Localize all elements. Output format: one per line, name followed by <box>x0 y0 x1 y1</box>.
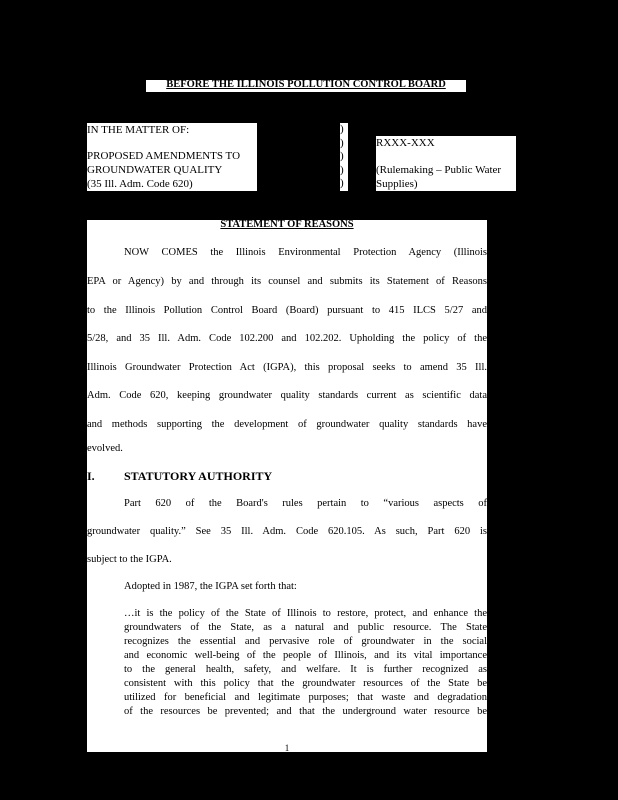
quote-line: and economic well-being of the people of Illinois, and its vital importance <box>124 650 487 661</box>
quote-line: …it is the policy of the State of Illinois to restore, protect, and enhance the <box>124 608 487 619</box>
caption-line: (35 Ill. Adm. Code 620) <box>87 178 193 190</box>
caption-line: GROUNDWATER QUALITY <box>87 164 223 176</box>
quote-line: to the general health, safety, and welfare. It is further recognized as <box>124 664 487 675</box>
body-line: 5/28, and 35 Ill. Adm. Code 102.200 and 102.202. Upholding the policy of the <box>87 333 487 344</box>
caption-line: PROPOSED AMENDMENTS TO <box>87 150 241 162</box>
statement-title: STATEMENT OF REASONS <box>220 219 354 230</box>
body-line: evolved. <box>87 443 123 454</box>
quote-line: of the resources be prevented; and that the underground water resource be <box>124 706 487 717</box>
body-line: subject to the IGPA. <box>87 554 172 565</box>
body-line: groundwater quality.” See 35 Ill. Adm. Code 620.105. As such, Part 620 is <box>87 526 487 537</box>
bracket: ) <box>340 123 344 135</box>
document-body <box>87 220 487 752</box>
body-line: and methods supporting the development of groundwater quality standards have <box>87 419 487 430</box>
caption-brackets <box>340 123 348 191</box>
body-line: EPA or Agency) by and through its counsel and submits its Statement of Reasons <box>87 276 487 287</box>
docket-number: RXXX-XXX <box>376 137 435 149</box>
page-number: 1 <box>284 743 290 753</box>
quote-line: groundwaters of the State, as a natural and public resource. The State <box>124 622 487 633</box>
quote-line: consistent with this policy that the groundwater resources of the State be <box>124 678 487 689</box>
caption-line: IN THE MATTER OF: <box>87 124 190 136</box>
body-line: Illinois Groundwater Protection Act (IGPA), this proposal seeks to amend 35 Ill. <box>87 362 487 373</box>
section-title: STATUTORY AUTHORITY <box>124 469 273 483</box>
body-line: Part 620 of the Board's rules pertain to “various aspects of <box>124 498 487 509</box>
bracket: ) <box>340 177 344 189</box>
bracket: ) <box>340 163 344 176</box>
quote-line: utilized for beneficial and legitimate purposes; that waste and degradation <box>124 692 487 703</box>
board-heading: BEFORE THE ILLINOIS POLLUTION CONTROL BOARD <box>146 80 466 92</box>
caption-left <box>87 123 257 191</box>
section-number: I. <box>87 469 95 483</box>
bracket: ) <box>340 150 344 162</box>
proceeding-type: (Rulemaking – Public Water <box>376 164 502 176</box>
bracket: ) <box>340 136 344 149</box>
caption-right <box>376 136 516 191</box>
quote-line: recognizes the essential and pervasive role of groundwater in the social <box>124 636 487 647</box>
proceeding-type: Supplies) <box>376 178 418 190</box>
body-line: Adm. Code 620, keeping groundwater quality standards current as scientific data <box>87 390 487 401</box>
body-line: to the Illinois Pollution Control Board (Board) pursuant to 415 ILCS 5/27 and <box>87 305 487 316</box>
body-line: Adopted in 1987, the IGPA set forth that: <box>124 581 297 592</box>
body-line: NOW COMES the Illinois Environmental Protection Agency (Illinois <box>124 247 487 258</box>
